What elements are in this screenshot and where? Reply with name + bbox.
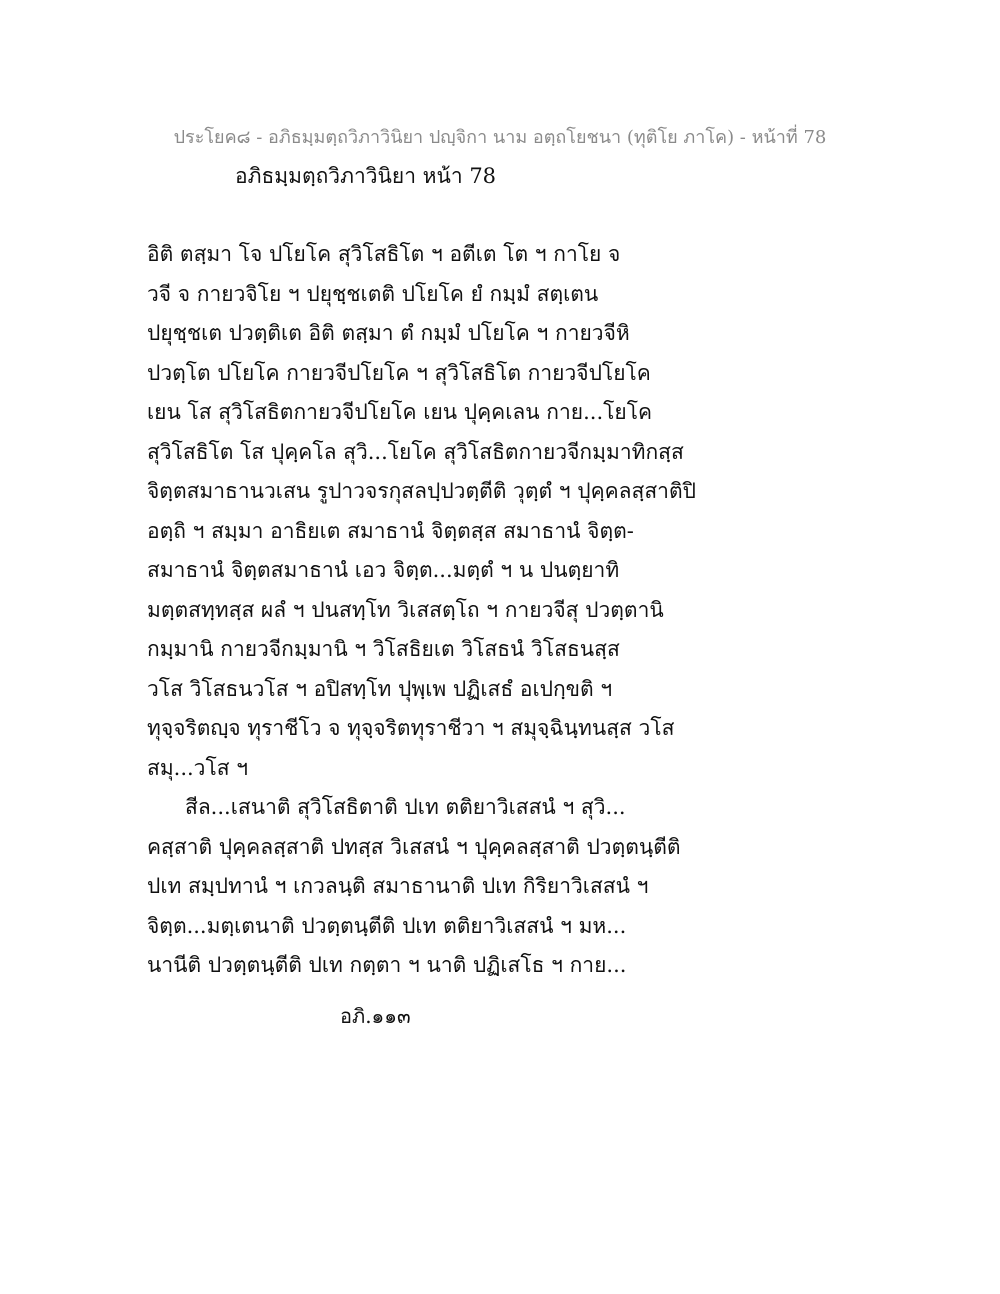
text-line: กมฺมานิ กายวจีกมฺมานิ ฯ วิโสธิยเต วิโสธนํ วิโสธนสฺส (147, 637, 620, 661)
page-heading: อภิธมฺมตฺถวิภาวินิยา หน้า 78 (235, 164, 497, 188)
text-line: วโส วิโสธนวโส ฯ อปิสทฺโท ปุพฺเพ ปฏิเสธํ อเปกฺขติ ฯ (147, 676, 613, 701)
running-header: ประโยค๘ - อภิธมฺมตฺถวิภาวินิยา ปญฺจิกา นาม อตฺถโยชนา (ทุติโย ภาโค) - หน้าที่ 78 (173, 127, 827, 148)
text-line: จิตฺตสมาธานวเสน รูปาวจรกุสลปฺปวตฺตีติ วุตฺตํ ฯ ปุคฺคลสฺสาติปิ (147, 479, 696, 503)
paragraph-1 (147, 235, 867, 788)
text-line: มตฺตสทฺทสฺส ผลํ ฯ ปนสทฺโท วิเสสตฺโถ ฯ กายวจีสุ ปวตฺตานิ (147, 597, 664, 622)
text-line: ทุจฺจริตญฺจ ทุราชีโว จ ทุจฺจริตทุราชีวา ฯ สมุจฺฉินฺทนสฺส วโส (147, 716, 675, 740)
text-line: อตฺถิ ฯ สมฺมา อาธิยเต สมาธานํ จิตฺตสฺส สมาธานํ จิตฺต- (147, 518, 634, 543)
text-line: ปเท สมฺปทานํ ฯ เกวลนฺติ สมาธานาติ ปเท กิริยาวิเสสนํ ฯ (147, 874, 649, 898)
text-line: สุวิโสธิโต โส ปุคฺคโล สุวิ...โยโค สุวิโสธิตกายวจีกมฺมาทิกสฺส (147, 439, 684, 464)
page-footer: อภิ.๑๑๓ (340, 1004, 411, 1028)
text-line: สีล...เสนาติ สุวิโสธิตาติ ปเท ตติยาวิเสสนํ ฯ สุวิ... (185, 795, 626, 819)
text-line: สมาธานํ จิตฺตสมาธานํ เอว จิตฺต...มตฺตํ ฯ น ปนตฺยาทิ (147, 558, 620, 582)
text-line: สมุ...วโส ฯ (147, 755, 249, 780)
text-line: ปยุชฺชเต ปวตฺติเต อิติ ตสฺมา ตํ กมฺมํ ปโยโค ฯ กายวจีหิ (147, 321, 630, 345)
text-line: วจี จ กายวจิโย ฯ ปยุชฺชเตติ ปโยโค ยํ กมฺมํ สตฺเตน (147, 281, 599, 306)
body-text (147, 235, 867, 986)
text-line: จิตฺต...มตฺเตนาติ ปวตฺตนฺตีติ ปเท ตติยาวิเสสนํ ฯ มห... (147, 913, 627, 938)
text-line: เยน โส สุวิโสธิตกายวจีปโยโค เยน ปุคฺคเลน กาย...โยโค (147, 400, 653, 424)
paragraph-2 (147, 788, 867, 986)
text-line: นานีติ ปวตฺตนฺตีติ ปเท กตฺตา ฯ นาติ ปฏิเสโธ ฯ กาย... (147, 953, 627, 977)
text-line: คสฺสาติ ปุคฺคลสฺสาติ ปทสฺส วิเสสนํ ฯ ปุคฺคลสฺสาติ ปวตฺตนฺตีติ (147, 834, 681, 859)
text-line: ปวตฺโต ปโยโค กายวจีปโยโค ฯ สุวิโสธิโต กายวจีปโยโค (147, 360, 651, 385)
text-line: อิติ ตสฺมา โจ ปโยโค สุวิโสธิโต ฯ อตีเต โต ฯ กาโย จ (147, 242, 621, 266)
